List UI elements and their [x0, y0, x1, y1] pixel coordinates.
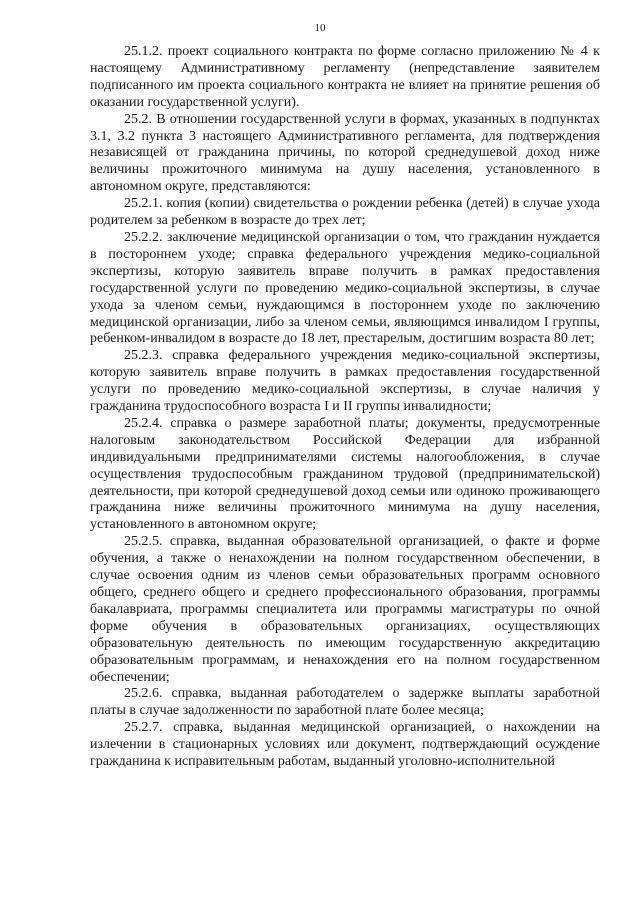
paragraph-25-2-7: 25.2.7. справка, выданная медицинской организацией, о нахождении на излечении в стационарных условиях или документ, подтверждающий осуждение гражданина к исправительным работам, выданный уголовно-исполнительной — [90, 720, 600, 770]
paragraph-25-2-6: 25.2.6. справка, выданная работодателем о задержке выплаты заработной платы в случае задолженности по заработной плате более месяца; — [90, 686, 600, 719]
paragraph-25-1-2: 25.1.2. проект социального контракта по форме согласно приложению № 4 к настоящему Административному регламенту (непредставление заявителем подписанного им проекта социального контракта не влияет на принятие решения об оказании государственной услуги). — [90, 44, 600, 110]
page-number: 10 — [314, 22, 326, 34]
document-body — [90, 44, 600, 771]
paragraph-25-2-5: 25.2.5. справка, выданная образовательной организацией, о факте и форме обучения, а также о ненахождении на полном государственном обеспечении, в случае освоения одним из членов семьи образовательных программ основного общего, среднего общего и среднего профессионального образования, программы бакалавриата, программы специалитета или программы магистратуры по очной форме обучения в образовательных организациях, осуществляющих образовательную деятельность по имеющим государственную аккредитацию образовательным программам, и ненахождения его на полном государственном обеспечении; — [90, 534, 600, 685]
paragraph-25-2: 25.2. В отношении государственной услуги в формах, указанных в подпунктах 3.1, 3.2 пункта 3 настоящего Административного регламента, для подтверждения независящей от гражданина причины, по которой среднедушевой доход ниже величины прожиточного минимума на душу населения, установленного в автономном округе, представляются: — [90, 111, 600, 195]
paragraph-25-2-4: 25.2.4. справка о размере заработной платы; документы, предусмотренные налоговым законодательством Российской Федерации для избранной индивидуальными предпринимателями системы налогообложения, в случае осуществления трудоспособным гражданином трудовой (предпринимательской) деятельности, при которой среднедушевой доход семьи или одиноко проживающего гражданина ниже величины прожиточного минимума на душу населения, установленного в автономном округе; — [90, 415, 600, 533]
paragraph-25-2-1: 25.2.1. копия (копии) свидетельства о рождении ребенка (детей) в случае ухода родителем за ребенком в возрасте до трех лет; — [90, 196, 600, 229]
paragraph-25-2-3: 25.2.3. справка федерального учреждения медико-социальной экспертизы, которую заявитель вправе получить в рамках предоставления государственной услуги по проведению медико-социальной экспертизы, в случае наличия у гражданина трудоспособного возраста I и II группы инвалидности; — [90, 348, 600, 415]
paragraph-25-2-2: 25.2.2. заключение медицинской организации о том, что гражданин нуждается в постороннем уходе; справка федерального учреждения медико-социальной экспертизы, которую заявитель вправе получить в рамках предоставления государственной услуги по проведению медико-социальной экспертизы, в случае ухода за членом семьи, нуждающимся в постороннем уходе по заключению медицинской организации, либо за членом семьи, являющимся инвалидом I группы, ребенком-инвалидом в возрасте до 18 лет, престарелым, достигшим возраста 80 лет; — [90, 229, 600, 347]
